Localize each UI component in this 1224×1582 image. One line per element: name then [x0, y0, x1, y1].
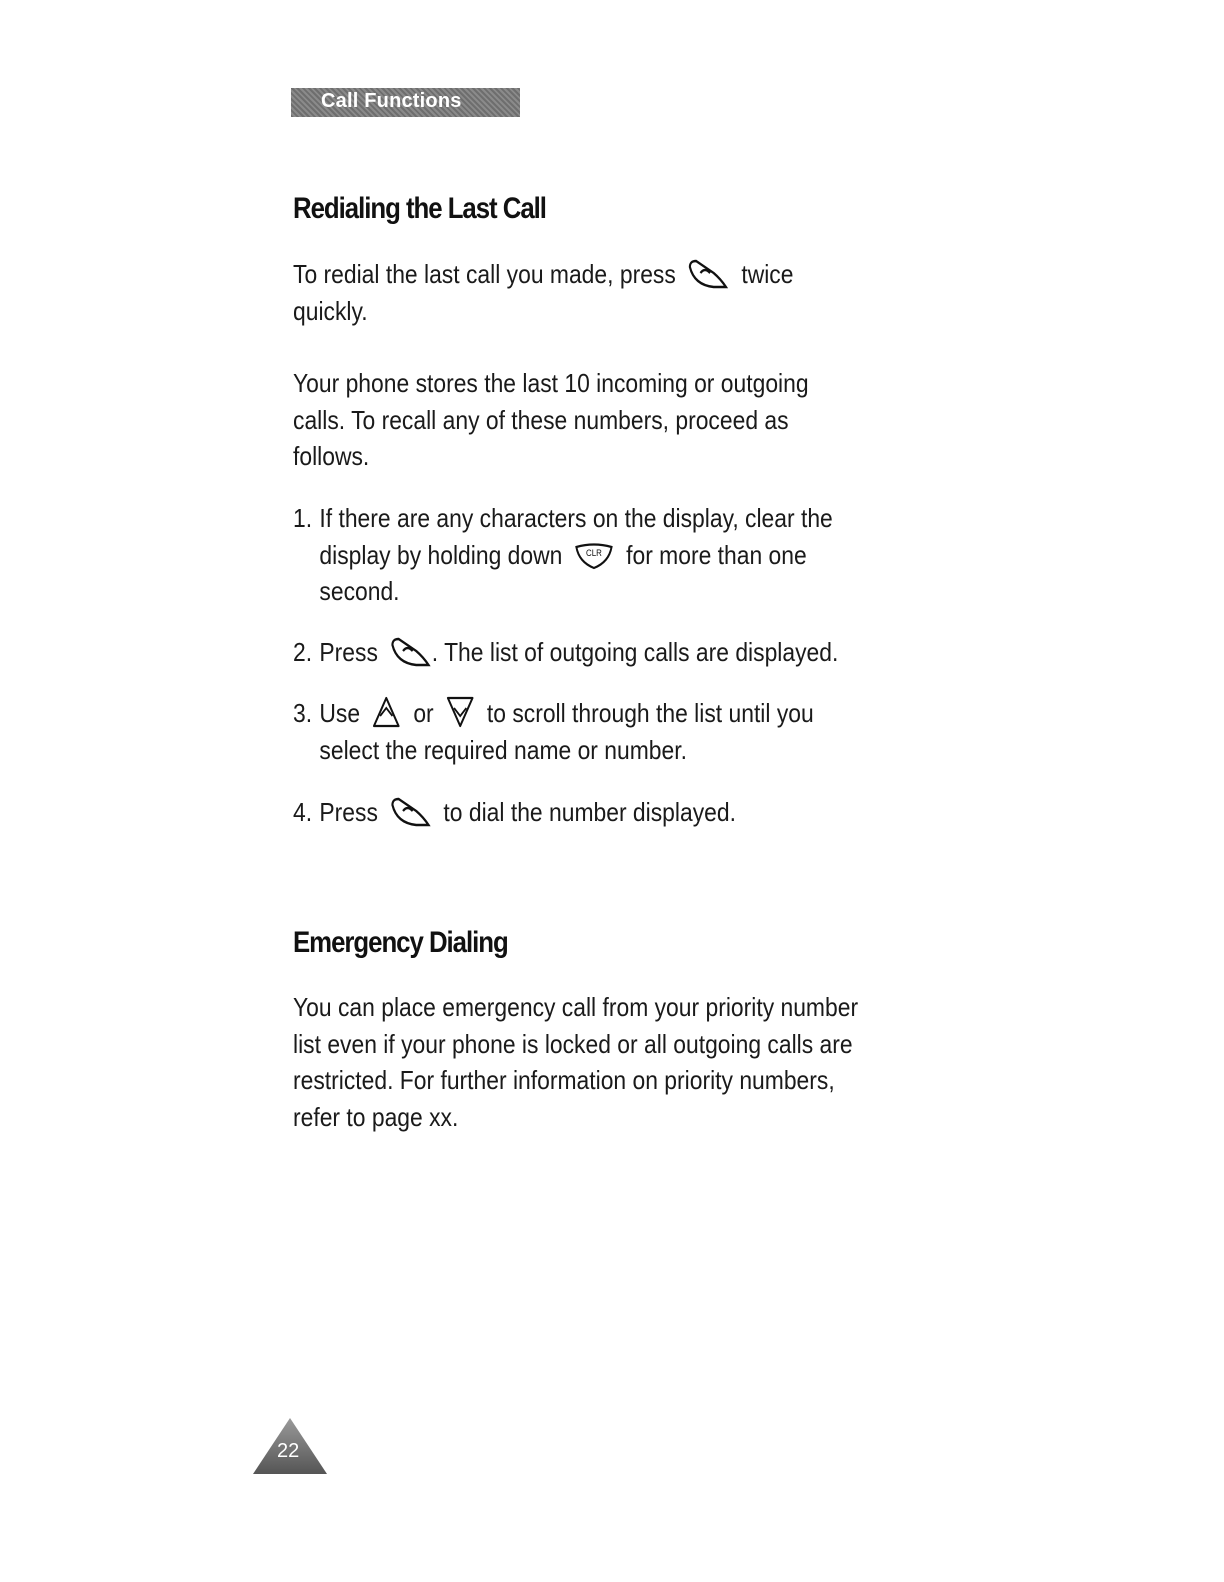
redial-paragraph-2: Your phone stores the last 10 incoming or outgoing calls. To recall any of these numbers, proceed as follows.: [293, 368, 809, 471]
send-key-icon: [390, 637, 432, 667]
section-tab-label: Call Functions: [321, 90, 462, 112]
page-number: 22: [277, 1440, 300, 1462]
send-key-icon: [390, 797, 432, 827]
step-3: 3. Use or to scroll through the list until you select the required name or number.: [293, 698, 814, 765]
emergency-heading: Emergency Dialing: [293, 926, 508, 959]
emergency-paragraph: You can place emergency call from your priority number list even if your phone is locked or all outgoing calls are restricted. For further information on priority numbers, refer to page xx.: [293, 992, 859, 1132]
section-tab: [291, 88, 520, 117]
redial-heading: Redialing the Last Call: [293, 192, 546, 225]
step-4: 4. Press to dial the number displayed.: [293, 797, 736, 827]
step-2: 2. Press . The list of outgoing calls are displayed.: [293, 637, 839, 667]
clr-key-icon: [574, 542, 614, 570]
svg-text:CLR: CLR: [586, 547, 603, 558]
step-1: 1. If there are any characters on the display, clear the display by holding down CLR for more than one second.: [293, 503, 833, 606]
redial-paragraph-1: To redial the last call you made, press twice quickly.: [293, 259, 794, 326]
up-key-icon: [372, 696, 402, 728]
page-number-badge: [253, 1418, 327, 1474]
send-key-icon: [687, 259, 729, 289]
down-key-icon: [445, 696, 475, 728]
